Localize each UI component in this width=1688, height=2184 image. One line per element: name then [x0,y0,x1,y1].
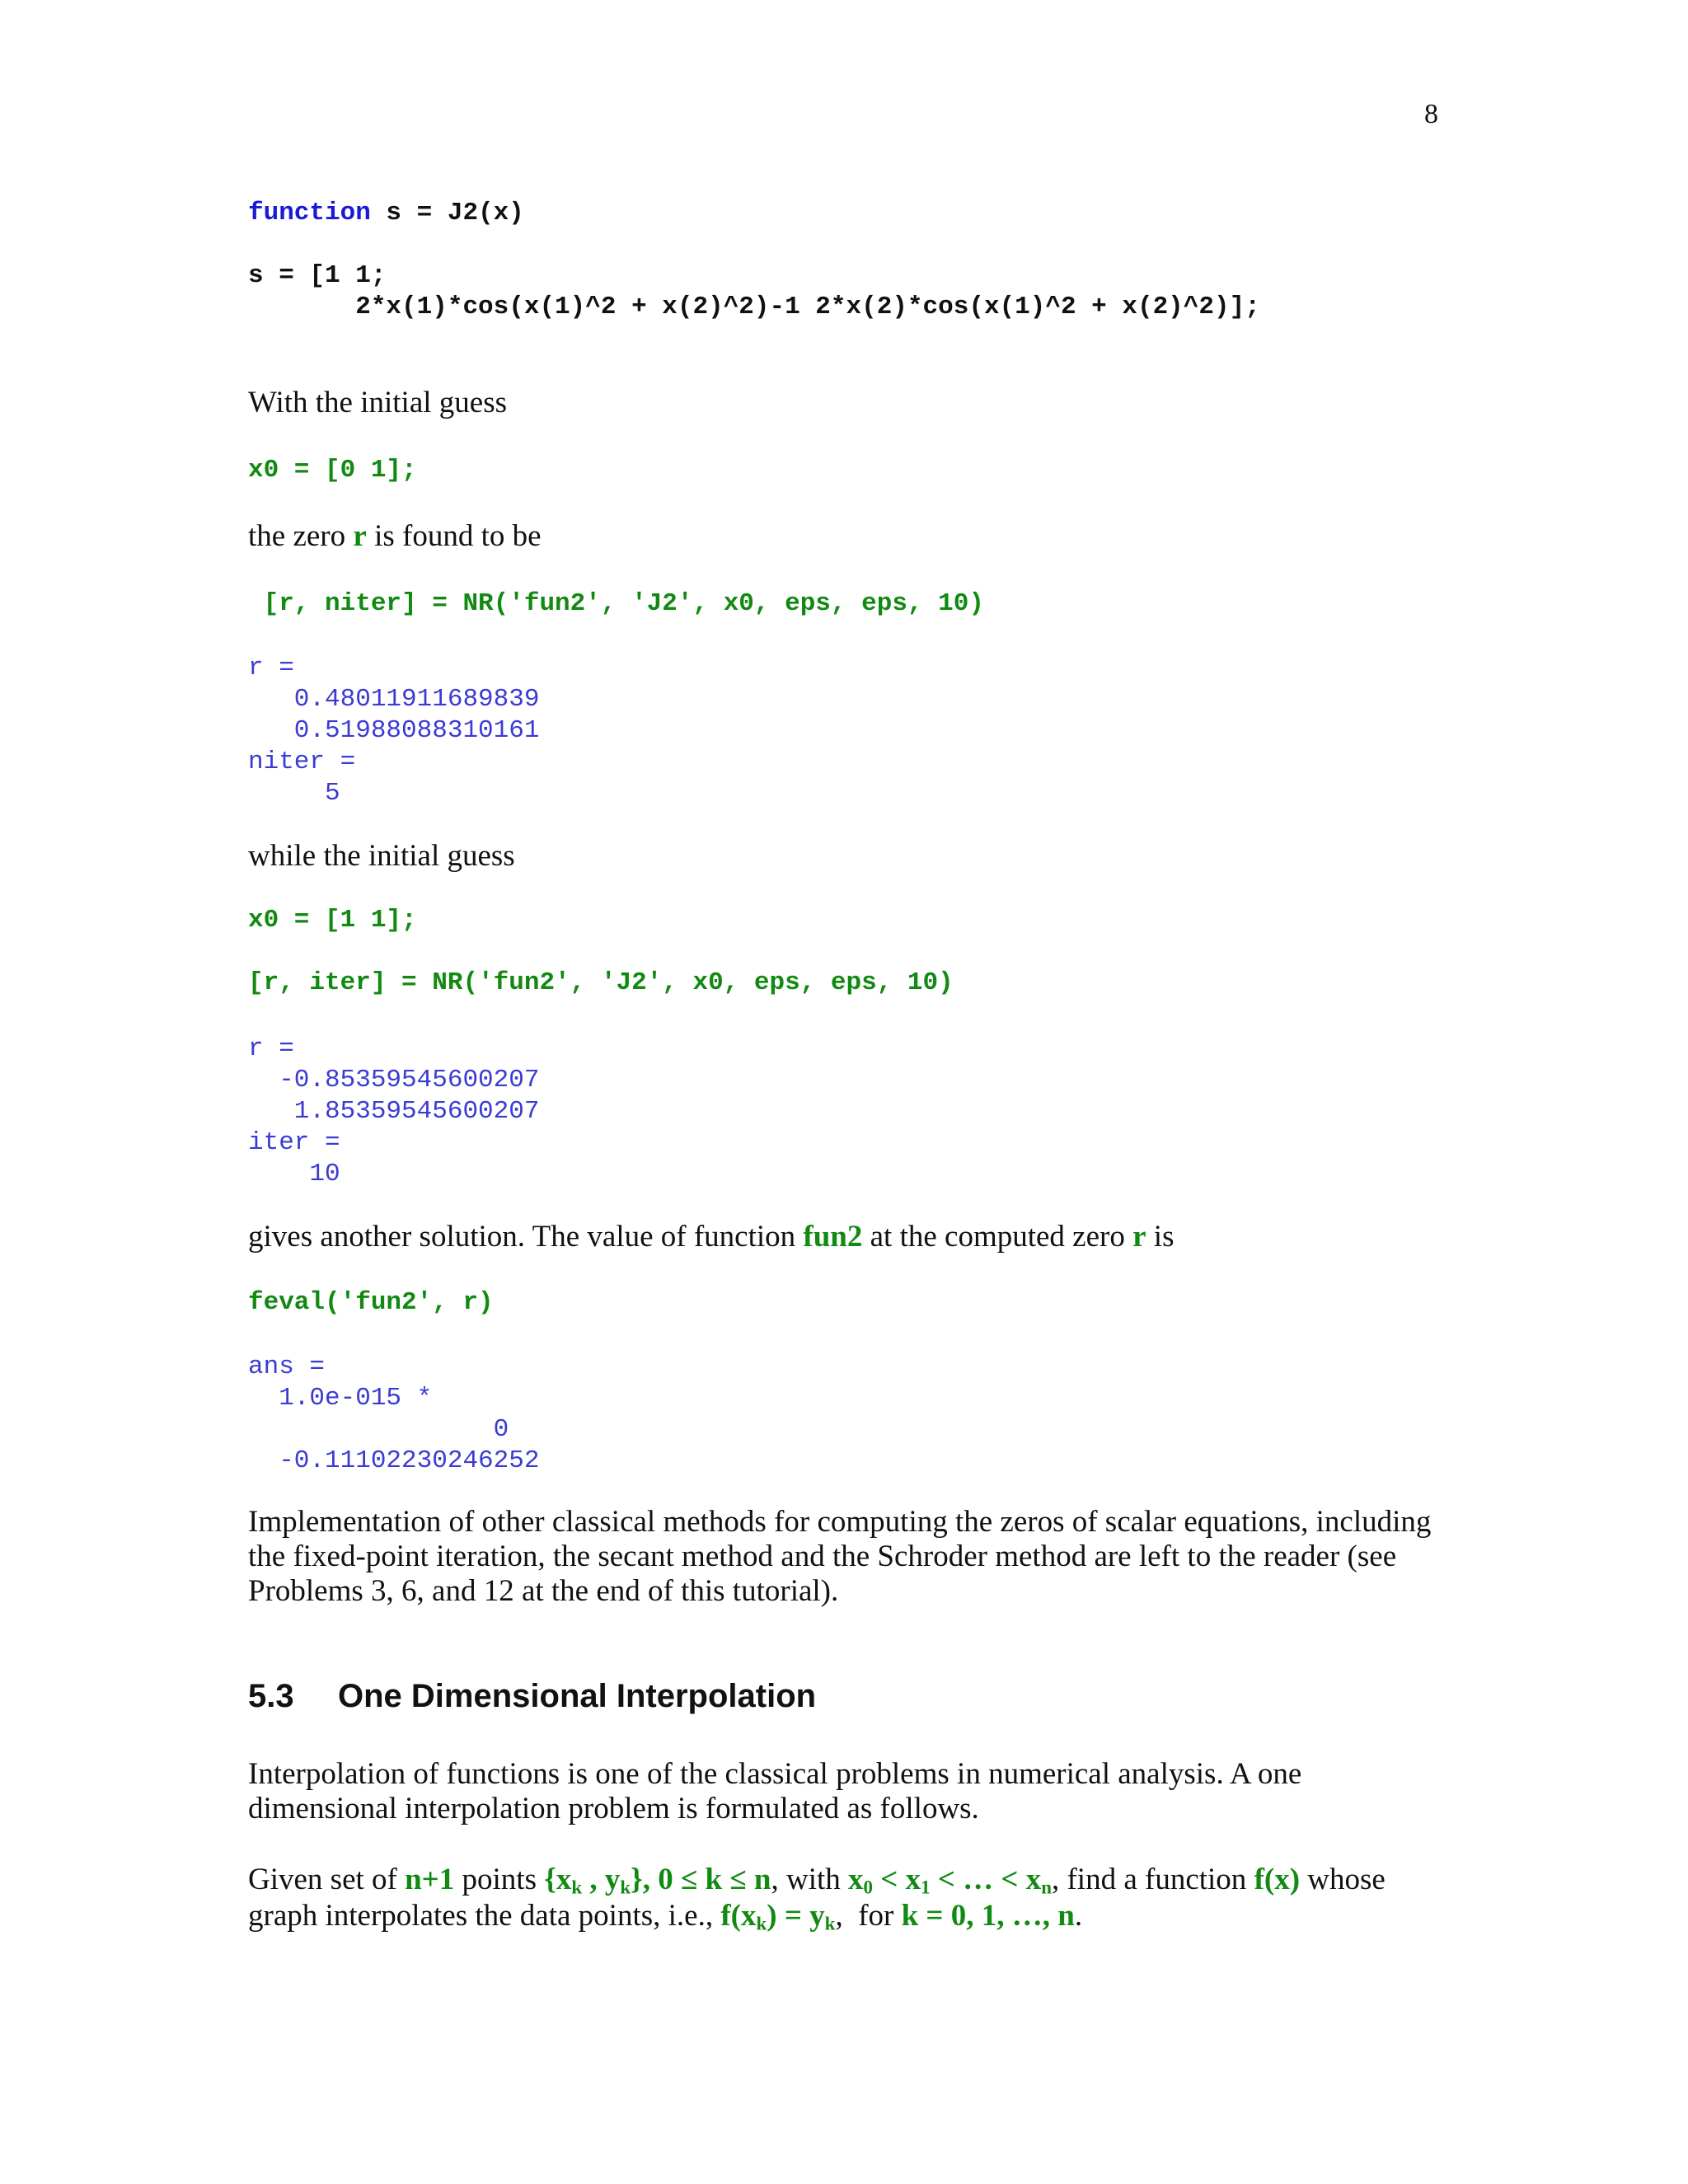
section-title: One Dimensional Interpolation [338,1678,817,1714]
code-line: s = [1 1; [248,261,387,290]
output-ans-label: ans = [248,1352,326,1381]
text-while: while the initial guess [248,839,515,873]
text-another-solution [248,1220,1174,1254]
given-line-2 [248,1899,1082,1942]
code-function-signature [248,198,524,229]
text-fragment: at the computed zero [862,1220,1133,1254]
output-value: 1.85359545600207 [248,1097,540,1126]
code-line: 2*x(1)*cos(x(1)^2 + x(2)^2)-1 2*x(2)*cos(x(1)^2 + x(2)^2)]; [248,293,1260,321]
math-term: $x_0 < x_1$ < … < $x_n$ [848,1863,1052,1898]
text-fragment: . [1074,1899,1083,1933]
math-term: k = 0, 1, …, n [901,1899,1075,1933]
math-term: $f(x_k) = y_k$ [720,1899,836,1934]
text-fragment: is found to be [366,519,542,553]
text-fragment: , for [835,1899,902,1933]
var-r: r [1132,1220,1146,1254]
code-call-1: [r, niter] = NR('fun2', 'J2', x0, eps, eps, 10) [248,589,984,618]
code-x0-second: x0 = [1 1]; [248,906,417,935]
text-initial-guess: With the initial guess [248,386,507,419]
code-keyword: function [248,199,371,227]
output-value: 0 [248,1415,509,1444]
output-niter-label: niter = [248,748,356,776]
output-r-label: r = [248,1034,294,1063]
text-zero-found [248,519,542,554]
output-iter-label: iter = [248,1128,340,1157]
math-term: n+1 [405,1863,455,1896]
section-number: 5.3 [248,1678,294,1714]
paragraph-line: Implementation of other classical methods for computing the zeros of scalar equations, including [248,1505,1432,1539]
output-scale: 1.0e-015 * [248,1384,433,1413]
output-r-label: r = [248,654,294,682]
output-value: 0.48011911689839 [248,685,540,714]
paragraph-line: the fixed-point iteration, the secant method and the Schroder method are left to the reader (see [248,1540,1397,1573]
paragraph-line: dimensional interpolation problem is formulated as follows. [248,1792,979,1825]
output-value: 10 [248,1160,340,1188]
paragraph-line: Interpolation of functions is one of the classical problems in numerical analysis. A one [248,1757,1302,1791]
text-fragment: whose [1300,1863,1386,1896]
output-value: -0.85359545600207 [248,1066,540,1094]
text-fragment: , with [771,1863,849,1896]
text-fragment: the zero [248,519,354,553]
code-feval: feval('fun2', r) [248,1288,494,1317]
page-number: 8 [1424,99,1438,129]
paragraph-line: Problems 3, 6, and 12 at the end of this tutorial). [248,1574,839,1608]
output-value: 5 [248,779,340,808]
fun-name: fun2 [803,1220,863,1254]
text-fragment: , find a function [1051,1863,1254,1896]
text-fragment: gives another solution. The value of function [248,1220,804,1254]
text-fragment: points [454,1863,545,1896]
text-fragment: is [1146,1220,1175,1254]
output-value: 0.51988088310161 [248,716,540,745]
code-x0-first: x0 = [0 1]; [248,456,417,485]
code-call-2: [r, iter] = NR('fun2', 'J2', x0, eps, eps, 10) [248,968,954,997]
var-r: r [353,519,367,553]
output-value: -0.11102230246252 [248,1446,540,1475]
code-signature: s = J2(x) [370,199,524,227]
text-fragment: graph interpolates the data points, i.e., [248,1899,721,1933]
math-term: {$x_k$ , $y_k$}, 0 ≤ k ≤ n [544,1863,771,1898]
math-term: f(x) [1254,1863,1301,1896]
text-fragment: Given set of [248,1863,406,1896]
